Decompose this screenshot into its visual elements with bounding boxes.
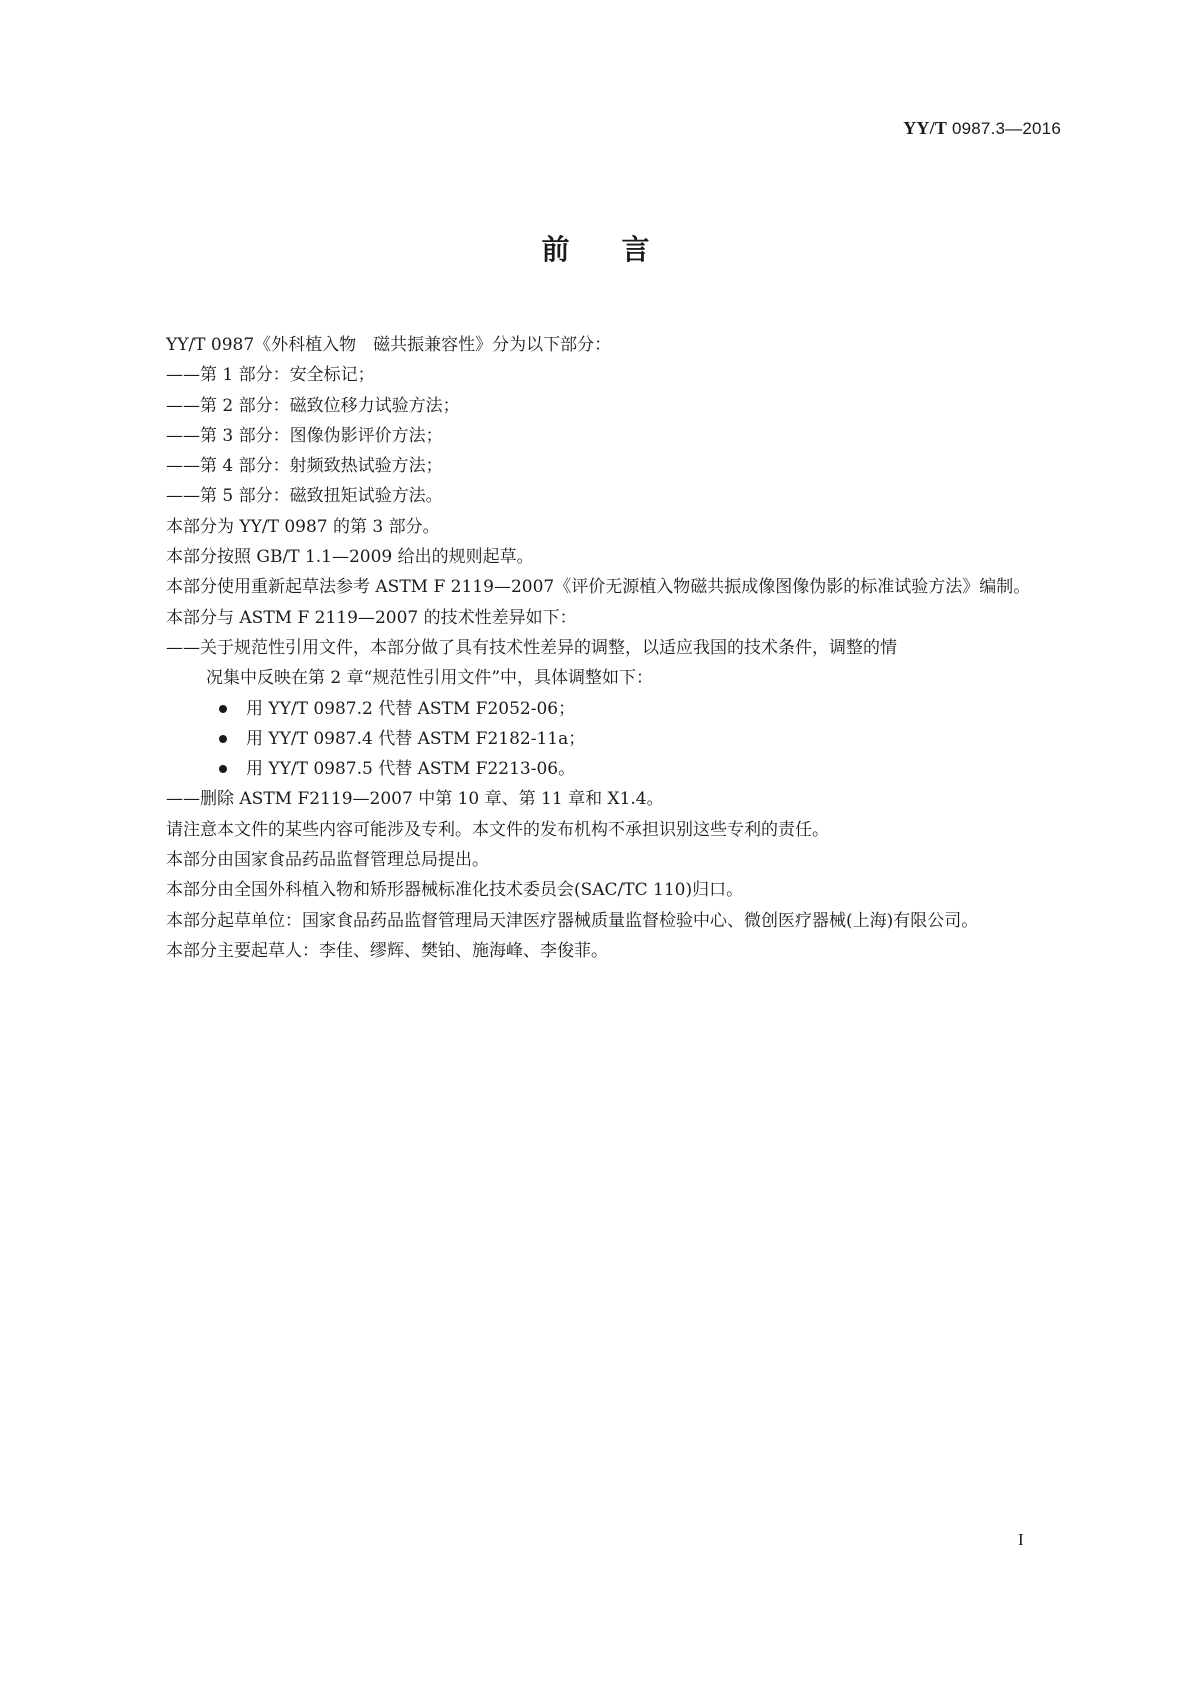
bullet-item-1: 用 YY/T 0987.2 代替 ASTM F2052-06； xyxy=(128,694,1070,724)
page-title: 前言 xyxy=(541,233,702,266)
difference-item-normative-refs xyxy=(128,633,1070,694)
bullet-item-3: 用 YY/T 0987.5 代替 ASTM F2213-06。 xyxy=(128,754,1070,784)
paragraph-patent-notice: 请注意本文件的某些内容可能涉及专利。本文件的发布机构不承担识别这些专利的责任。 xyxy=(166,819,829,840)
standard-prefix: YY/T xyxy=(903,118,948,138)
difference-item-line-2: 况集中反映在第 2 章“规范性引用文件”中，具体调整如下： xyxy=(206,668,654,689)
difference-item-deletion: ——删除 ASTM F2119—2007 中第 10 章、第 11 章和 X1.4。 xyxy=(166,789,664,810)
list-item-part-2: ——第 2 部分：磁致位移力试验方法； xyxy=(166,395,460,416)
paragraph-proposer: 本部分由国家食品药品监督管理总局提出。 xyxy=(166,850,489,871)
paragraph-differences-intro: 本部分与 ASTM F 2119—2007 的技术性差异如下： xyxy=(166,607,577,628)
list-item-part-3: ——第 3 部分：图像伪影评价方法； xyxy=(166,425,443,446)
paragraph-drafting-units: 本部分起草单位：国家食品药品监督管理局天津医疗器械质量监督检验中心、微创医疗器械(上海)有限公司。 xyxy=(166,910,979,931)
paragraph-committee: 本部分由全国外科植入物和矫形器械标准化技术委员会(SAC/TC 110)归口。 xyxy=(166,880,744,901)
paragraph-part-statement: 本部分为 YY/T 0987 的第 3 部分。 xyxy=(166,516,440,537)
paragraph-drafters: 本部分主要起草人：李佳、缪辉、樊铂、施海峰、李俊菲。 xyxy=(166,940,608,961)
page-number: I xyxy=(1018,1530,1024,1549)
bullet-icon xyxy=(219,735,227,743)
paragraph-drafting-rules: 本部分按照 GB/T 1.1—2009 给出的规则起草。 xyxy=(166,547,534,568)
standard-number: 0987.3—2016 xyxy=(947,119,1061,138)
list-item-part-1: ——第 1 部分：安全标记； xyxy=(166,365,375,386)
bullet-item-2: 用 YY/T 0987.4 代替 ASTM F2182-11a； xyxy=(128,724,1070,754)
difference-item-line-1: ——关于规范性引用文件，本部分做了具有技术性差异的调整，以适应我国的技术条件，调整的情 xyxy=(166,637,897,658)
paragraph-reference-standard: 本部分使用重新起草法参考 ASTM F 2119—2007《评价无源植入物磁共振成像图像伪影的标准试验方法》编制。 xyxy=(166,577,1031,598)
list-item-part-4: ——第 4 部分：射频致热试验方法； xyxy=(166,456,443,477)
standard-code-header xyxy=(903,118,1061,139)
document-body xyxy=(128,330,1070,966)
paragraph-series-intro: YY/T 0987《外科植入物 磁共振兼容性》分为以下部分： xyxy=(166,335,612,355)
bullet-icon xyxy=(219,705,227,713)
list-item-part-5: ——第 5 部分：磁致扭矩试验方法。 xyxy=(166,486,443,507)
